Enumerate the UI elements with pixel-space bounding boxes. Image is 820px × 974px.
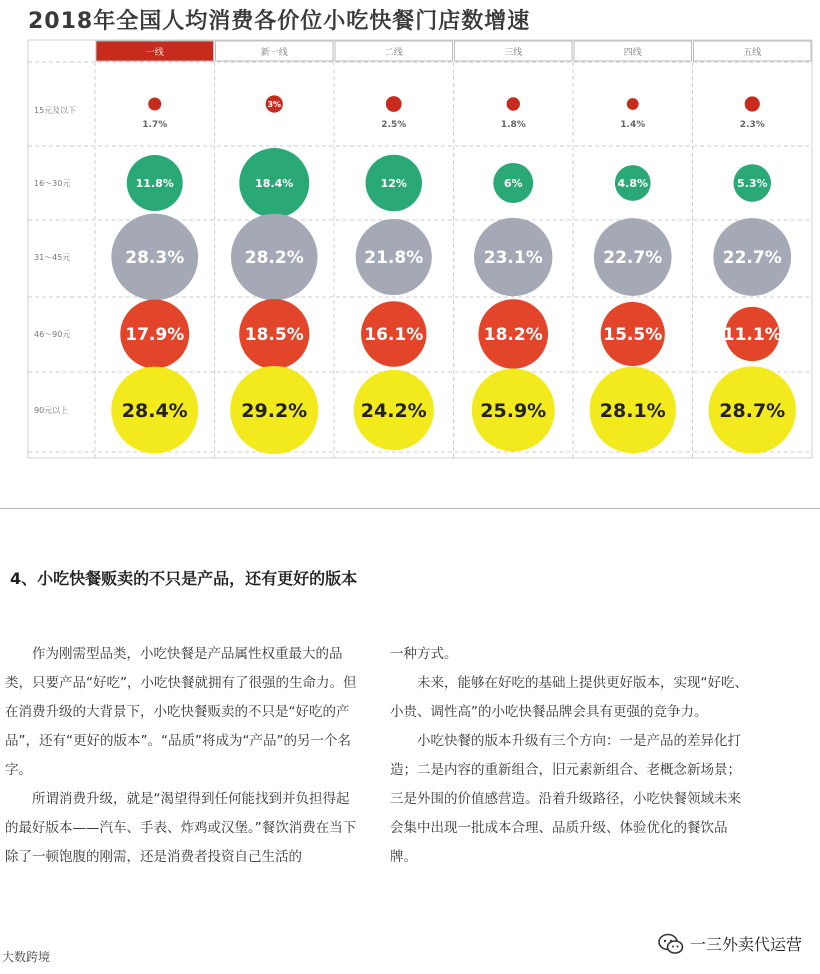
bubble-label: 22.7%: [722, 248, 782, 269]
bubble-label: 28.4%: [121, 399, 188, 422]
bubble: [627, 98, 639, 110]
row-label: 46～90元: [34, 330, 71, 339]
bubble-label: 22.7%: [603, 248, 663, 269]
bubble-label: 18.2%: [483, 325, 543, 346]
bubble-label: 16.1%: [364, 325, 424, 346]
bubble: [148, 97, 161, 110]
column-header-label: 四线: [623, 48, 642, 58]
bubble-label: 17.9%: [125, 325, 185, 346]
paragraph: 未来，能够在好吃的基础上提供更好版本，实现“好吃、小贵、调性高”的小吃快餐品牌会具有更强的竞争力。: [390, 675, 748, 720]
bubble-label: 5.3%: [736, 176, 768, 190]
row-label: 31～45元: [34, 253, 71, 262]
column-header-label: 一线: [145, 48, 164, 58]
bubble-label: 2.5%: [381, 120, 407, 130]
bubble-label: 28.3%: [125, 248, 185, 269]
bubble-label: 21.8%: [364, 248, 424, 269]
bubble-label: 28.7%: [719, 399, 786, 422]
bubble-label: 18.4%: [255, 176, 294, 190]
bubble-label: 15.5%: [603, 325, 663, 346]
bubble-label: 11.1%: [722, 325, 782, 346]
article-right-column: [390, 640, 750, 872]
bubble-label: 28.2%: [244, 248, 304, 269]
chart-title: 2018年全国人均消费各价位小吃快餐门店数增速: [28, 9, 531, 34]
watermark: [658, 932, 802, 955]
row-label: 15元及以下: [34, 106, 77, 115]
source-label: 大数跨境: [2, 950, 51, 964]
wechat-icon: [658, 933, 684, 955]
bubble: [507, 97, 520, 110]
paragraph: 小吃快餐的版本升级有三个方向：一是产品的差异化打造；二是内容的重新组合，旧元素新组合、老概念新场景；三是外围的价值感营造。沿着升级路径，小吃快餐领域未来会集中出现一批成本合理、品质升级、体验优化的餐饮品牌。: [390, 733, 741, 865]
bubble-label: 2.3%: [739, 120, 765, 130]
paragraph: 一种方式。: [390, 646, 458, 662]
bubble-label: 12%: [380, 176, 407, 190]
bubble: [386, 96, 402, 112]
bubble-label: 6%: [503, 176, 523, 190]
bubble-label: 11.8%: [135, 176, 174, 190]
bubble-label: 1.7%: [142, 120, 168, 130]
bubble-label: 28.1%: [599, 399, 666, 422]
row-label: 90元以上: [34, 406, 69, 415]
paragraph: 所谓消费升级，就是“渴望得到任何能找到并负担得起的最好版本——汽车、手表、炸鸡或汉堡。”餐饮消费在当下除了一顿饱腹的刚需，还是消费者投资自己生活的: [5, 791, 357, 865]
column-header-label: 新一线: [260, 48, 288, 58]
bubble-label: 4.8%: [617, 176, 649, 190]
bubble-label: 18.5%: [244, 325, 304, 346]
section-heading: 4、小吃快餐贩卖的不只是产品，还有更好的版本: [10, 569, 358, 588]
article-left-column: [5, 640, 360, 872]
bubble: [745, 96, 760, 111]
bubble-label: 23.1%: [483, 248, 543, 269]
bubble-label: 24.2%: [360, 399, 427, 422]
bubble-label: 25.9%: [480, 399, 547, 422]
watermark-text: 一三外卖代运营: [689, 935, 802, 954]
bubble-label: 1.8%: [500, 120, 526, 130]
bubble-label: 29.2%: [241, 399, 308, 422]
paragraph: 作为刚需型品类，小吃快餐是产品属性权重最大的品类，只要产品“好吃”，小吃快餐就拥有了很强的生命力。但在消费升级的大背景下，小吃快餐贩卖的不只是“好吃的产品”，还有“更好的版本”。“品质”将成为“产品”的另一个名字。: [5, 646, 357, 778]
column-header-label: 二线: [384, 48, 403, 58]
bubble-label: 1.4%: [620, 120, 646, 130]
bubble-label: 3%: [267, 100, 282, 109]
column-header-label: 三线: [504, 48, 523, 58]
row-label: 16～30元: [34, 179, 71, 188]
column-header-label: 五线: [743, 48, 762, 58]
